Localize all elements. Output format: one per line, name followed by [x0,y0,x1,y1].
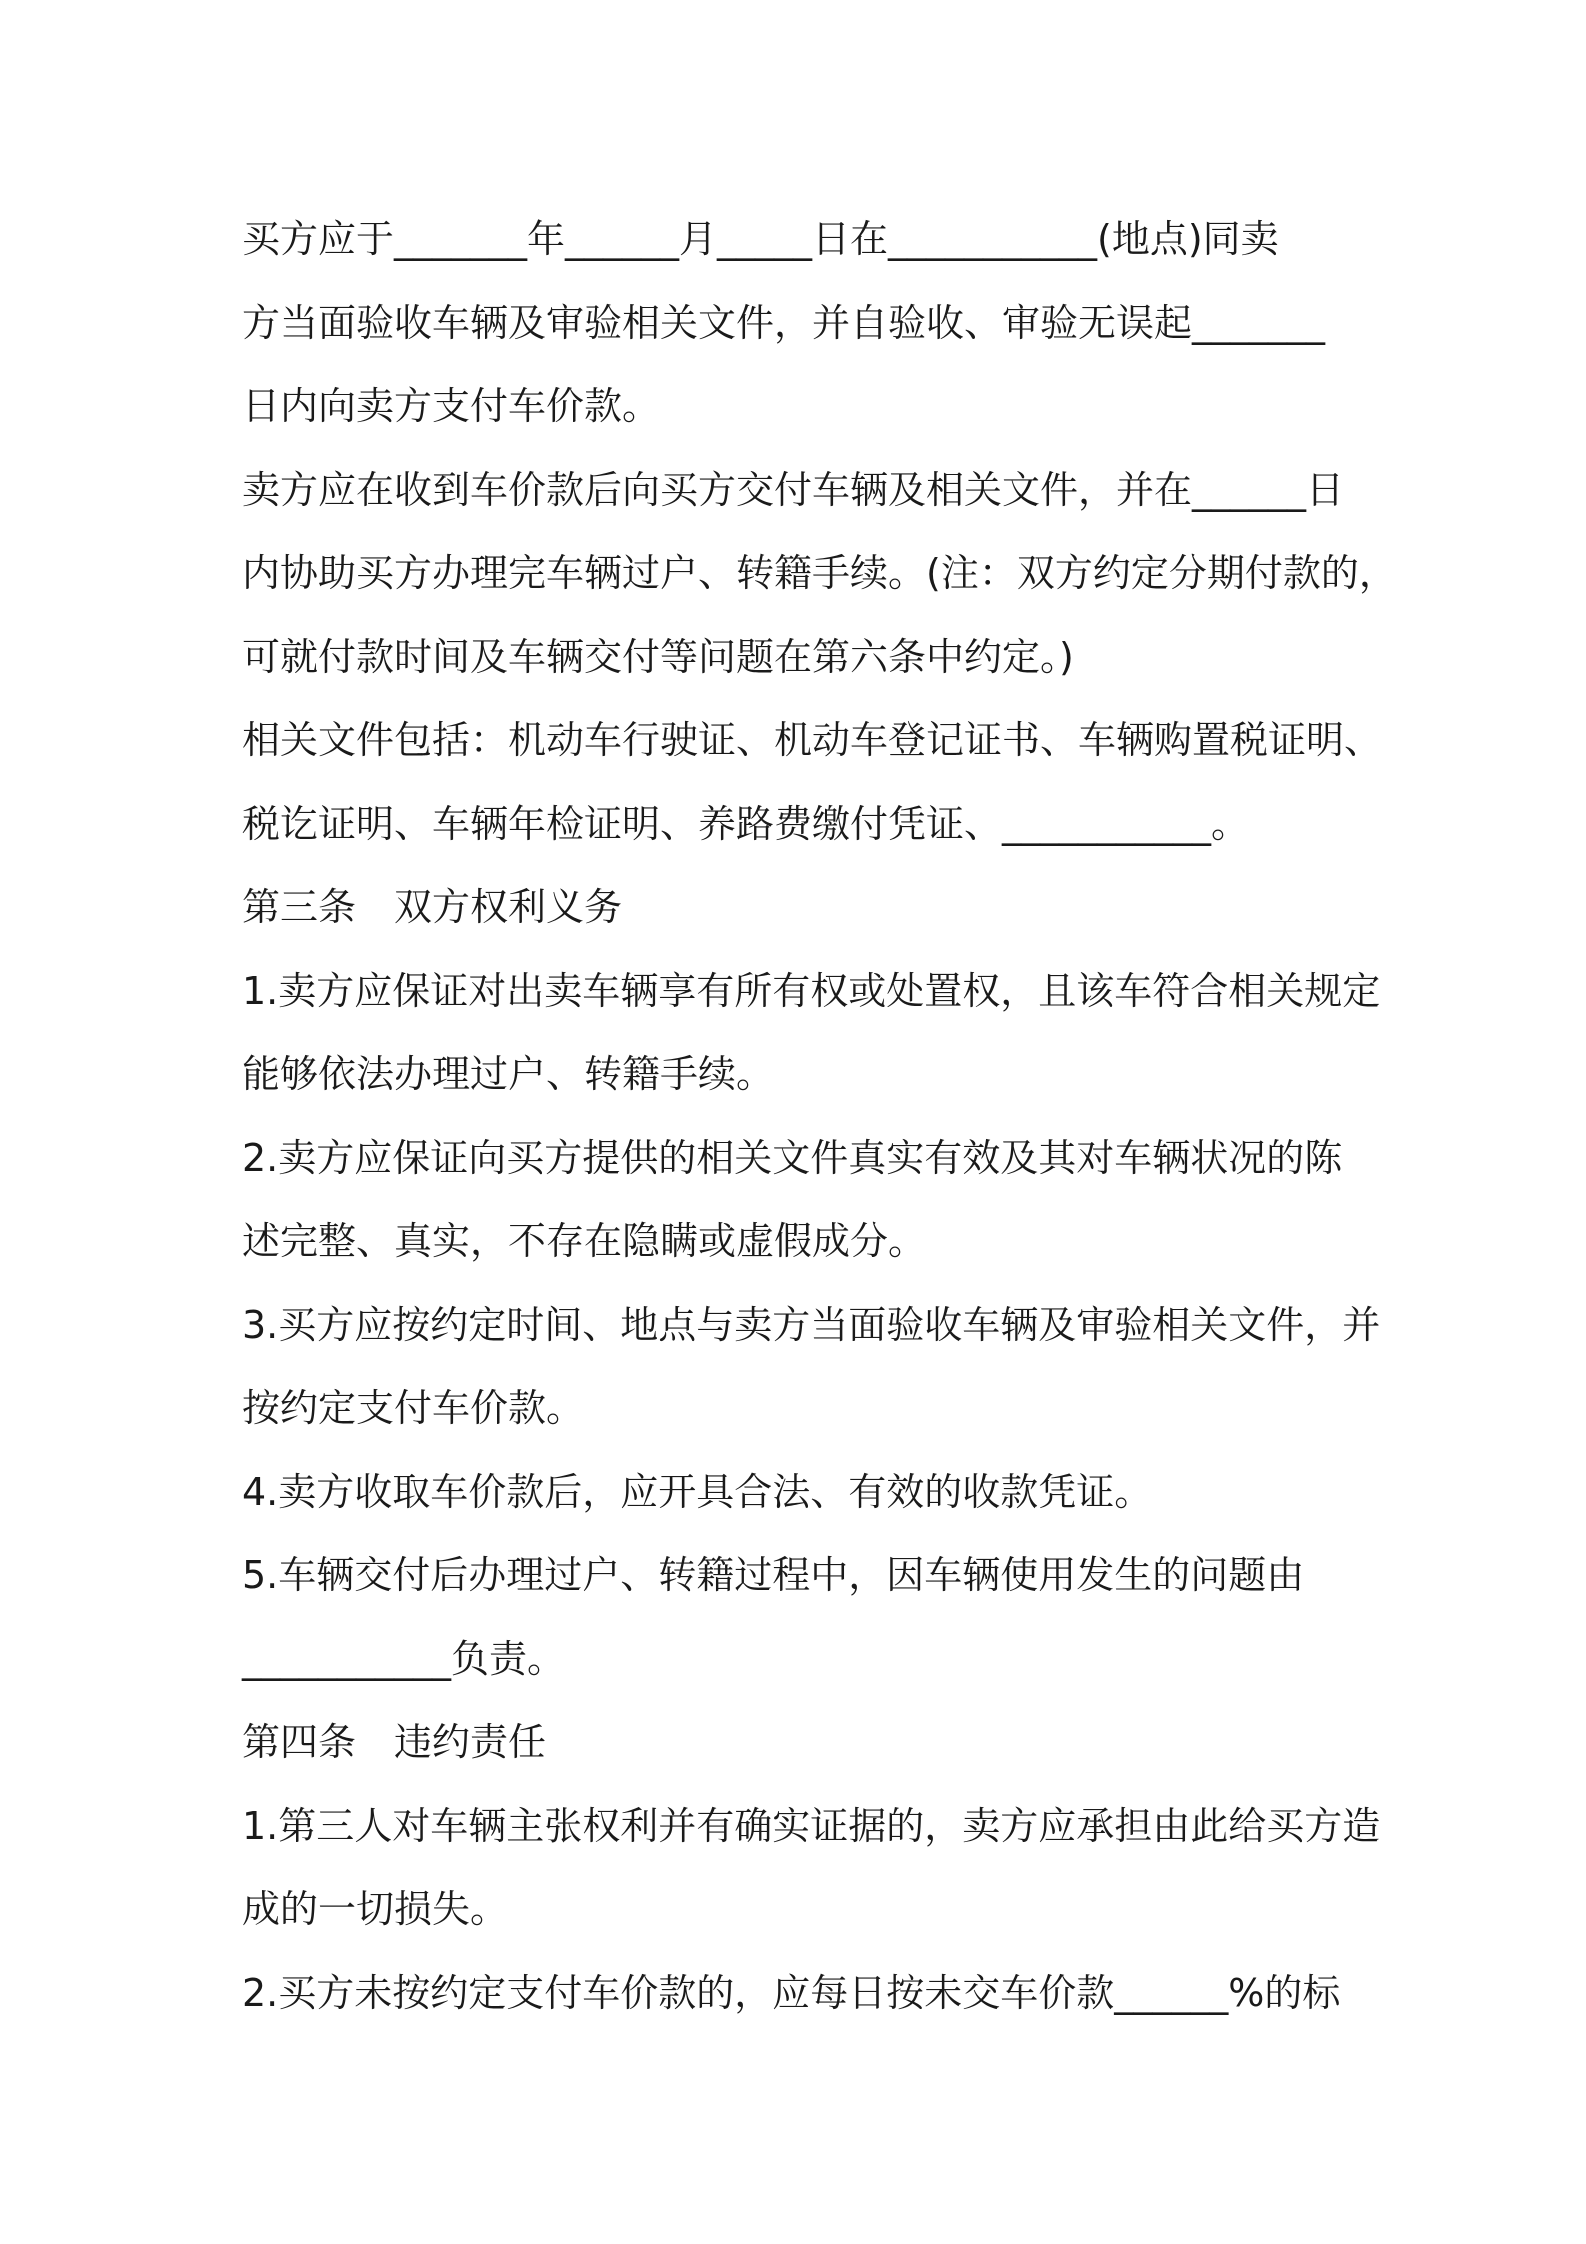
text-line: 述完整、真实，不存在隐瞒或虚假成分。 [242,1219,927,1263]
text-line: 可就付款时间及车辆交付等问题在第六条中约定。) [242,634,1074,679]
text-line: 2.卖方应保证向买方提供的相关文件真实有效及其对车辆状况的陈 [242,1135,1343,1180]
text-line: 2.买方未按约定支付车价款的，应每日按未交车价款______%的标 [242,1970,1341,2015]
text-line: 卖方应在收到车价款后向买方交付车辆及相关文件，并在______日 [242,467,1345,512]
document-body [242,198,1397,2035]
text-line: ___________负责。 [242,1636,566,1681]
text-line: 5.车辆交付后办理过户、转籍过程中，因车辆使用发生的问题由 [242,1553,1305,1597]
text-line: 内协助买方办理完车辆过户、转籍手续。(注：双方约定分期付款的， [242,551,1397,595]
text-line: 相关文件包括：机动车行驶证、机动车登记证书、车辆购置税证明、 [242,718,1383,762]
section-heading: 第四条 违约责任 [242,1720,547,1764]
text-line: 税讫证明、车辆年检证明、养路费缴付凭证、___________。 [242,801,1250,846]
text-line: 按约定支付车价款。 [242,1386,585,1430]
text-line: 1.卖方应保证对出卖车辆享有所有权或处置权，且该车符合相关规定 [242,968,1381,1013]
text-line: 方当面验收车辆及审验相关文件，并自验收、审验无误起_______ [242,300,1326,345]
text-line: 3.买方应按约定时间、地点与卖方当面验收车辆及审验相关文件，并 [242,1302,1381,1347]
text-line: 4.卖方收取车价款后，应开具合法、有效的收款凭证。 [242,1469,1153,1514]
text-line: 买方应于_______年______月_____日在___________(地点)同卖 [242,217,1279,261]
text-line: 成的一切损失。 [242,1887,509,1931]
section-heading: 第三条 双方权利义务 [242,885,623,929]
text-line: 日内向卖方支付车价款。 [242,384,661,428]
text-line: 1.第三人对车辆主张权利并有确实证据的，卖方应承担由此给买方造 [242,1803,1381,1848]
text-line: 能够依法办理过户、转籍手续。 [242,1052,775,1096]
